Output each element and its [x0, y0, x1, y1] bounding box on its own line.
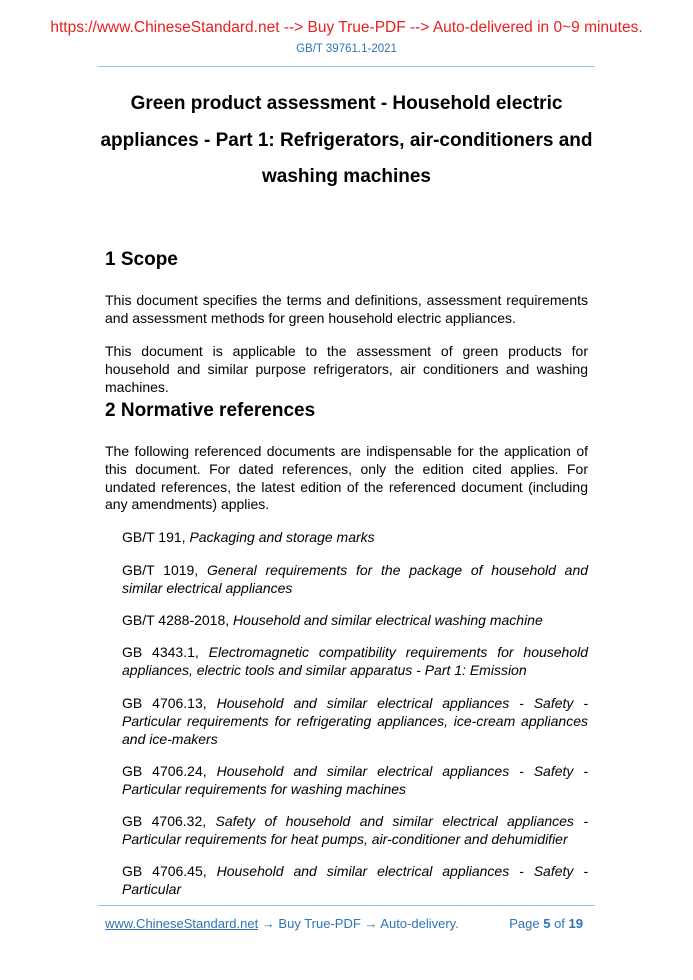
- page-label: Page: [509, 916, 540, 931]
- reference-title: Electromagnetic compatibility requirements for household appliances, electric tools and similar apparatus - Part 1: Emission: [122, 644, 589, 678]
- reference-code: GB/T 4288-2018,: [122, 612, 230, 628]
- reference-item: [122, 529, 588, 547]
- paragraph: This document is applicable to the assessment of green products for household and similar purpose refrigerators, air conditioners and washing machines.: [105, 343, 588, 395]
- reference-code: GB/T 1019,: [122, 562, 199, 578]
- promo-banner[interactable]: https://www.ChineseStandard.net --> Buy True-PDF --> Auto-delivered in 0~9 minutes.: [50, 19, 643, 36]
- document-title: Green product assessment - Household electric appliances - Part 1: Refrigerators, air-conditioners and washing machines: [100, 93, 593, 187]
- section-heading-scope: 1 Scope: [105, 249, 178, 270]
- reference-item: [122, 863, 588, 899]
- reference-title: Household and similar electrical appliances - Safety - Particular: [122, 863, 588, 897]
- reference-code: GB/T 191,: [122, 529, 186, 545]
- reference-item: [122, 763, 588, 799]
- reference-title: Household and similar electrical appliances - Safety - Particular requirements for washing machines: [122, 763, 588, 797]
- footer-divider: [98, 905, 595, 906]
- paragraph: The following referenced documents are indispensable for the application of this document. For dated references, only the edition cited applies. For undated references, the latest edition of the referenced document (including any amendments) applies.: [105, 443, 588, 513]
- reference-code: GB 4706.24,: [122, 763, 207, 779]
- page-number: 5: [543, 916, 551, 931]
- section-heading-normative-references: 2 Normative references: [105, 400, 316, 421]
- reference-code: GB 4706.32,: [122, 813, 207, 829]
- reference-item: [122, 612, 588, 630]
- reference-title: Safety of household and similar electrical appliances - Particular requirements for heat pumps, air-conditioner and dehumidifier: [122, 813, 588, 847]
- footer-link[interactable]: www.ChineseStandard.net: [105, 916, 259, 931]
- paragraph: This document specifies the terms and definitions, assessment requirements and assessment methods for green household electric appliances.: [105, 292, 588, 326]
- reference-title: General requirements for the package of household and similar electrical appliances: [122, 562, 589, 596]
- reference-title: Household and similar electrical appliances - Safety - Particular requirements for refrigerating appliances, ice-cream appliances and ice-makers: [122, 695, 588, 747]
- reference-title: Packaging and storage marks: [189, 529, 375, 545]
- reference-item: [122, 695, 588, 748]
- page-indicator: [509, 916, 583, 931]
- footer-text: → Buy True-PDF → Auto-delivery.: [258, 916, 459, 931]
- reference-code: GB 4706.13,: [122, 695, 207, 711]
- standard-number: GB/T 39761.1-2021: [296, 43, 397, 55]
- reference-item: [122, 813, 588, 849]
- page-total: 19: [568, 916, 583, 931]
- reference-item: [122, 644, 588, 680]
- reference-code: GB 4706.45,: [122, 863, 207, 879]
- reference-item: [122, 562, 588, 598]
- of-label: of: [554, 916, 565, 931]
- reference-title: Household and similar electrical washing machine: [233, 612, 543, 628]
- footer: [105, 916, 588, 931]
- header-divider: [98, 66, 595, 67]
- reference-code: GB 4343.1,: [122, 644, 199, 660]
